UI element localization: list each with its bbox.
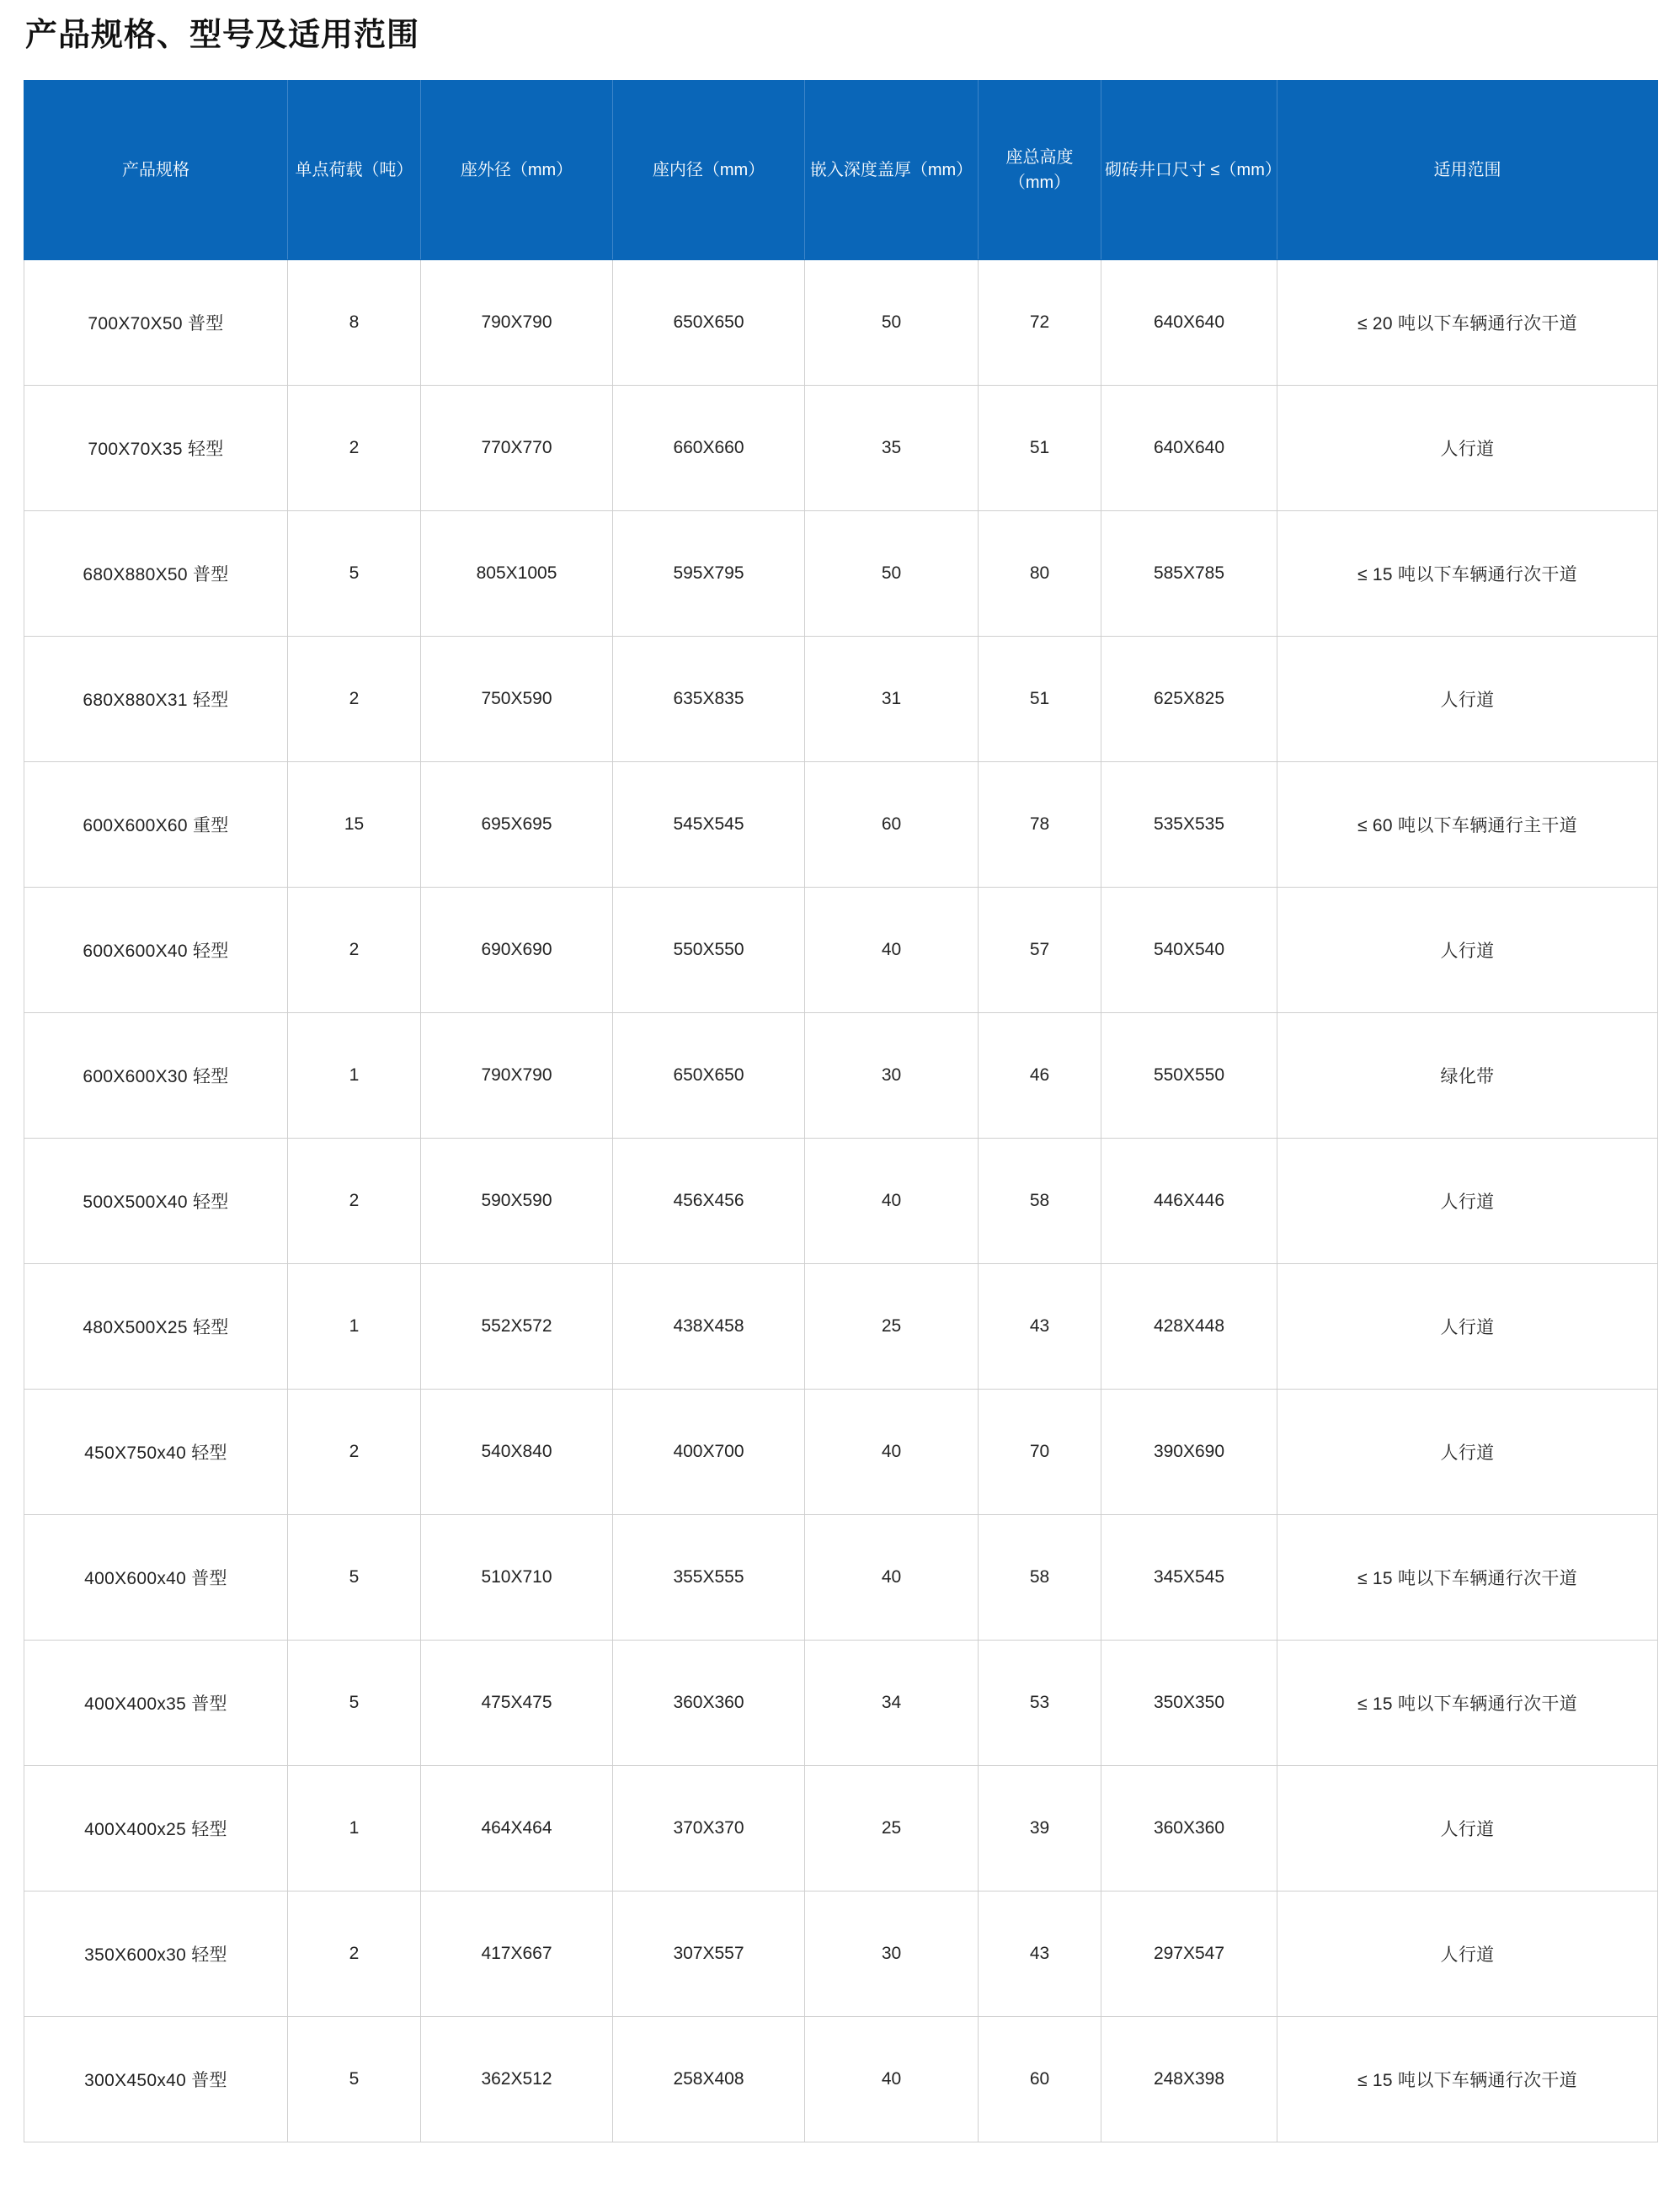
- cell-point-load: 2: [288, 386, 421, 511]
- cell-seat-total-height: 43: [979, 1264, 1101, 1390]
- cell-seat-outer-diameter: 510X710: [421, 1515, 613, 1641]
- cell-embed-depth-cover-thickness: 60: [805, 762, 979, 888]
- cell-product-spec: 400X600x40 普型: [24, 1515, 288, 1641]
- cell-embed-depth-cover-thickness: 34: [805, 1641, 979, 1766]
- table-row: [24, 888, 1658, 1013]
- cell-application-range: 人行道: [1277, 1390, 1658, 1515]
- cell-seat-total-height: 58: [979, 1515, 1101, 1641]
- column-header-label: 座外径（mm）: [460, 161, 573, 180]
- cell-point-load: 2: [288, 637, 421, 762]
- cell-point-load: 15: [288, 762, 421, 888]
- cell-seat-outer-diameter: 750X590: [421, 637, 613, 762]
- cell-product-spec: 450X750x40 轻型: [24, 1390, 288, 1515]
- cell-seat-outer-diameter: 590X590: [421, 1139, 613, 1264]
- cell-product-spec: 680X880X50 普型: [24, 511, 288, 637]
- cell-seat-inner-diameter: 400X700: [613, 1390, 805, 1515]
- cell-seat-total-height: 51: [979, 386, 1101, 511]
- cell-point-load: 5: [288, 2017, 421, 2142]
- cell-application-range: ≤ 15 吨以下车辆通行次干道: [1277, 511, 1658, 637]
- cell-seat-total-height: 78: [979, 762, 1101, 888]
- column-header-label: 产品规格: [122, 161, 189, 180]
- table-row: [24, 637, 1658, 762]
- cell-application-range: ≤ 15 吨以下车辆通行次干道: [1277, 1641, 1658, 1766]
- cell-point-load: 1: [288, 1766, 421, 1892]
- cell-point-load: 5: [288, 1515, 421, 1641]
- column-header-brick-well-opening-size: [1101, 81, 1282, 260]
- cell-seat-inner-diameter: 456X456: [613, 1139, 805, 1264]
- cell-point-load: 8: [288, 260, 421, 386]
- cell-product-spec: 500X500X40 轻型: [24, 1139, 288, 1264]
- cell-application-range: ≤ 20 吨以下车辆通行次干道: [1277, 260, 1658, 386]
- cell-seat-outer-diameter: 690X690: [421, 888, 613, 1013]
- cell-seat-inner-diameter: 360X360: [613, 1641, 805, 1766]
- cell-seat-total-height: 70: [979, 1390, 1101, 1515]
- column-header-label: 单点荷载（吨）: [295, 161, 413, 180]
- cell-seat-outer-diameter: 695X695: [421, 762, 613, 888]
- table-body: [24, 260, 1658, 2142]
- column-header-seat-total-height: [979, 81, 1101, 260]
- product-spec-table: [24, 80, 1658, 2142]
- cell-embed-depth-cover-thickness: 40: [805, 1139, 979, 1264]
- table-row: [24, 1264, 1658, 1390]
- cell-application-range: 人行道: [1277, 637, 1658, 762]
- column-header-product-spec: [24, 81, 288, 260]
- cell-point-load: 2: [288, 1390, 421, 1515]
- cell-brick-well-opening-size: 390X690: [1101, 1390, 1277, 1515]
- cell-seat-inner-diameter: 258X408: [613, 2017, 805, 2142]
- cell-seat-inner-diameter: 355X555: [613, 1515, 805, 1641]
- cell-product-spec: 350X600x30 轻型: [24, 1892, 288, 2017]
- cell-brick-well-opening-size: 535X535: [1101, 762, 1277, 888]
- cell-brick-well-opening-size: 550X550: [1101, 1013, 1277, 1139]
- cell-seat-total-height: 57: [979, 888, 1101, 1013]
- cell-brick-well-opening-size: 640X640: [1101, 260, 1277, 386]
- cell-embed-depth-cover-thickness: 35: [805, 386, 979, 511]
- table-row: [24, 762, 1658, 888]
- cell-brick-well-opening-size: 350X350: [1101, 1641, 1277, 1766]
- cell-brick-well-opening-size: 248X398: [1101, 2017, 1277, 2142]
- cell-seat-inner-diameter: 545X545: [613, 762, 805, 888]
- page-title: 产品规格、型号及适用范围: [25, 18, 420, 53]
- cell-brick-well-opening-size: 625X825: [1101, 637, 1277, 762]
- cell-seat-outer-diameter: 362X512: [421, 2017, 613, 2142]
- cell-application-range: 绿化带: [1277, 1013, 1658, 1139]
- cell-product-spec: 700X70X50 普型: [24, 260, 288, 386]
- table-row: [24, 2017, 1658, 2142]
- cell-seat-outer-diameter: 790X790: [421, 1013, 613, 1139]
- table-header-row: [24, 81, 1658, 260]
- cell-brick-well-opening-size: 345X545: [1101, 1515, 1277, 1641]
- cell-point-load: 2: [288, 888, 421, 1013]
- cell-seat-inner-diameter: 595X795: [613, 511, 805, 637]
- cell-seat-total-height: 53: [979, 1641, 1101, 1766]
- cell-seat-inner-diameter: 438X458: [613, 1264, 805, 1390]
- cell-product-spec: 680X880X31 轻型: [24, 637, 288, 762]
- column-header-label: 砌砖井口尺寸 ≤（mm）: [1105, 161, 1282, 180]
- column-header-label: 嵌入深度盖厚（mm）: [809, 161, 973, 180]
- cell-seat-total-height: 43: [979, 1892, 1101, 2017]
- cell-point-load: 2: [288, 1892, 421, 2017]
- cell-brick-well-opening-size: 640X640: [1101, 386, 1277, 511]
- cell-point-load: 5: [288, 1641, 421, 1766]
- cell-seat-inner-diameter: 370X370: [613, 1766, 805, 1892]
- table-row: [24, 1390, 1658, 1515]
- column-header-label: 座总高度（mm）: [1005, 148, 1074, 193]
- cell-brick-well-opening-size: 585X785: [1101, 511, 1277, 637]
- column-header-label: 座内径（mm）: [652, 161, 765, 180]
- cell-point-load: 2: [288, 1139, 421, 1264]
- cell-embed-depth-cover-thickness: 25: [805, 1264, 979, 1390]
- cell-product-spec: 600X600X60 重型: [24, 762, 288, 888]
- column-header-embed-depth-cover-thickness: [805, 81, 979, 260]
- cell-product-spec: 700X70X35 轻型: [24, 386, 288, 511]
- table-row: [24, 1139, 1658, 1264]
- table-row: [24, 1515, 1658, 1641]
- cell-product-spec: 300X450x40 普型: [24, 2017, 288, 2142]
- cell-embed-depth-cover-thickness: 31: [805, 637, 979, 762]
- cell-seat-inner-diameter: 635X835: [613, 637, 805, 762]
- cell-brick-well-opening-size: 360X360: [1101, 1766, 1277, 1892]
- cell-seat-total-height: 51: [979, 637, 1101, 762]
- cell-application-range: ≤ 60 吨以下车辆通行主干道: [1277, 762, 1658, 888]
- cell-seat-outer-diameter: 770X770: [421, 386, 613, 511]
- cell-seat-outer-diameter: 805X1005: [421, 511, 613, 637]
- cell-brick-well-opening-size: 428X448: [1101, 1264, 1277, 1390]
- cell-application-range: ≤ 15 吨以下车辆通行次干道: [1277, 2017, 1658, 2142]
- cell-seat-total-height: 58: [979, 1139, 1101, 1264]
- cell-seat-outer-diameter: 790X790: [421, 260, 613, 386]
- table-row: [24, 1013, 1658, 1139]
- cell-seat-total-height: 60: [979, 2017, 1101, 2142]
- table-header: [24, 81, 1658, 260]
- cell-embed-depth-cover-thickness: 30: [805, 1892, 979, 2017]
- table-row: [24, 1892, 1658, 2017]
- cell-product-spec: 400X400x25 轻型: [24, 1766, 288, 1892]
- cell-embed-depth-cover-thickness: 30: [805, 1013, 979, 1139]
- cell-application-range: ≤ 15 吨以下车辆通行次干道: [1277, 1515, 1658, 1641]
- cell-brick-well-opening-size: 297X547: [1101, 1892, 1277, 2017]
- column-header-seat-inner-diameter: [613, 81, 805, 260]
- cell-seat-inner-diameter: 550X550: [613, 888, 805, 1013]
- cell-application-range: 人行道: [1277, 1139, 1658, 1264]
- table-row: [24, 386, 1658, 511]
- cell-point-load: 5: [288, 511, 421, 637]
- cell-brick-well-opening-size: 540X540: [1101, 888, 1277, 1013]
- cell-embed-depth-cover-thickness: 25: [805, 1766, 979, 1892]
- cell-application-range: 人行道: [1277, 888, 1658, 1013]
- table-row: [24, 260, 1658, 386]
- cell-seat-inner-diameter: 650X650: [613, 1013, 805, 1139]
- column-header-application-range: [1277, 81, 1658, 260]
- cell-seat-inner-diameter: 660X660: [613, 386, 805, 511]
- cell-seat-total-height: 39: [979, 1766, 1101, 1892]
- table-row: [24, 1766, 1658, 1892]
- column-header-seat-outer-diameter: [421, 81, 613, 260]
- cell-embed-depth-cover-thickness: 40: [805, 2017, 979, 2142]
- cell-application-range: 人行道: [1277, 1264, 1658, 1390]
- cell-seat-outer-diameter: 540X840: [421, 1390, 613, 1515]
- column-header-label: 适用范围: [1433, 161, 1501, 180]
- cell-seat-inner-diameter: 650X650: [613, 260, 805, 386]
- cell-product-spec: 600X600X40 轻型: [24, 888, 288, 1013]
- cell-application-range: 人行道: [1277, 386, 1658, 511]
- cell-seat-outer-diameter: 475X475: [421, 1641, 613, 1766]
- cell-point-load: 1: [288, 1264, 421, 1390]
- cell-application-range: 人行道: [1277, 1892, 1658, 2017]
- cell-product-spec: 400X400x35 普型: [24, 1641, 288, 1766]
- cell-embed-depth-cover-thickness: 50: [805, 260, 979, 386]
- cell-embed-depth-cover-thickness: 40: [805, 1515, 979, 1641]
- table-row: [24, 511, 1658, 637]
- cell-brick-well-opening-size: 446X446: [1101, 1139, 1277, 1264]
- cell-product-spec: 600X600X30 轻型: [24, 1013, 288, 1139]
- cell-seat-outer-diameter: 417X667: [421, 1892, 613, 2017]
- cell-seat-inner-diameter: 307X557: [613, 1892, 805, 2017]
- cell-embed-depth-cover-thickness: 40: [805, 1390, 979, 1515]
- table-row: [24, 1641, 1658, 1766]
- cell-seat-outer-diameter: 552X572: [421, 1264, 613, 1390]
- cell-seat-total-height: 80: [979, 511, 1101, 637]
- cell-seat-total-height: 72: [979, 260, 1101, 386]
- cell-embed-depth-cover-thickness: 50: [805, 511, 979, 637]
- cell-product-spec: 480X500X25 轻型: [24, 1264, 288, 1390]
- cell-seat-total-height: 46: [979, 1013, 1101, 1139]
- cell-seat-outer-diameter: 464X464: [421, 1766, 613, 1892]
- cell-application-range: 人行道: [1277, 1766, 1658, 1892]
- column-header-point-load: [288, 81, 421, 260]
- cell-embed-depth-cover-thickness: 40: [805, 888, 979, 1013]
- cell-point-load: 1: [288, 1013, 421, 1139]
